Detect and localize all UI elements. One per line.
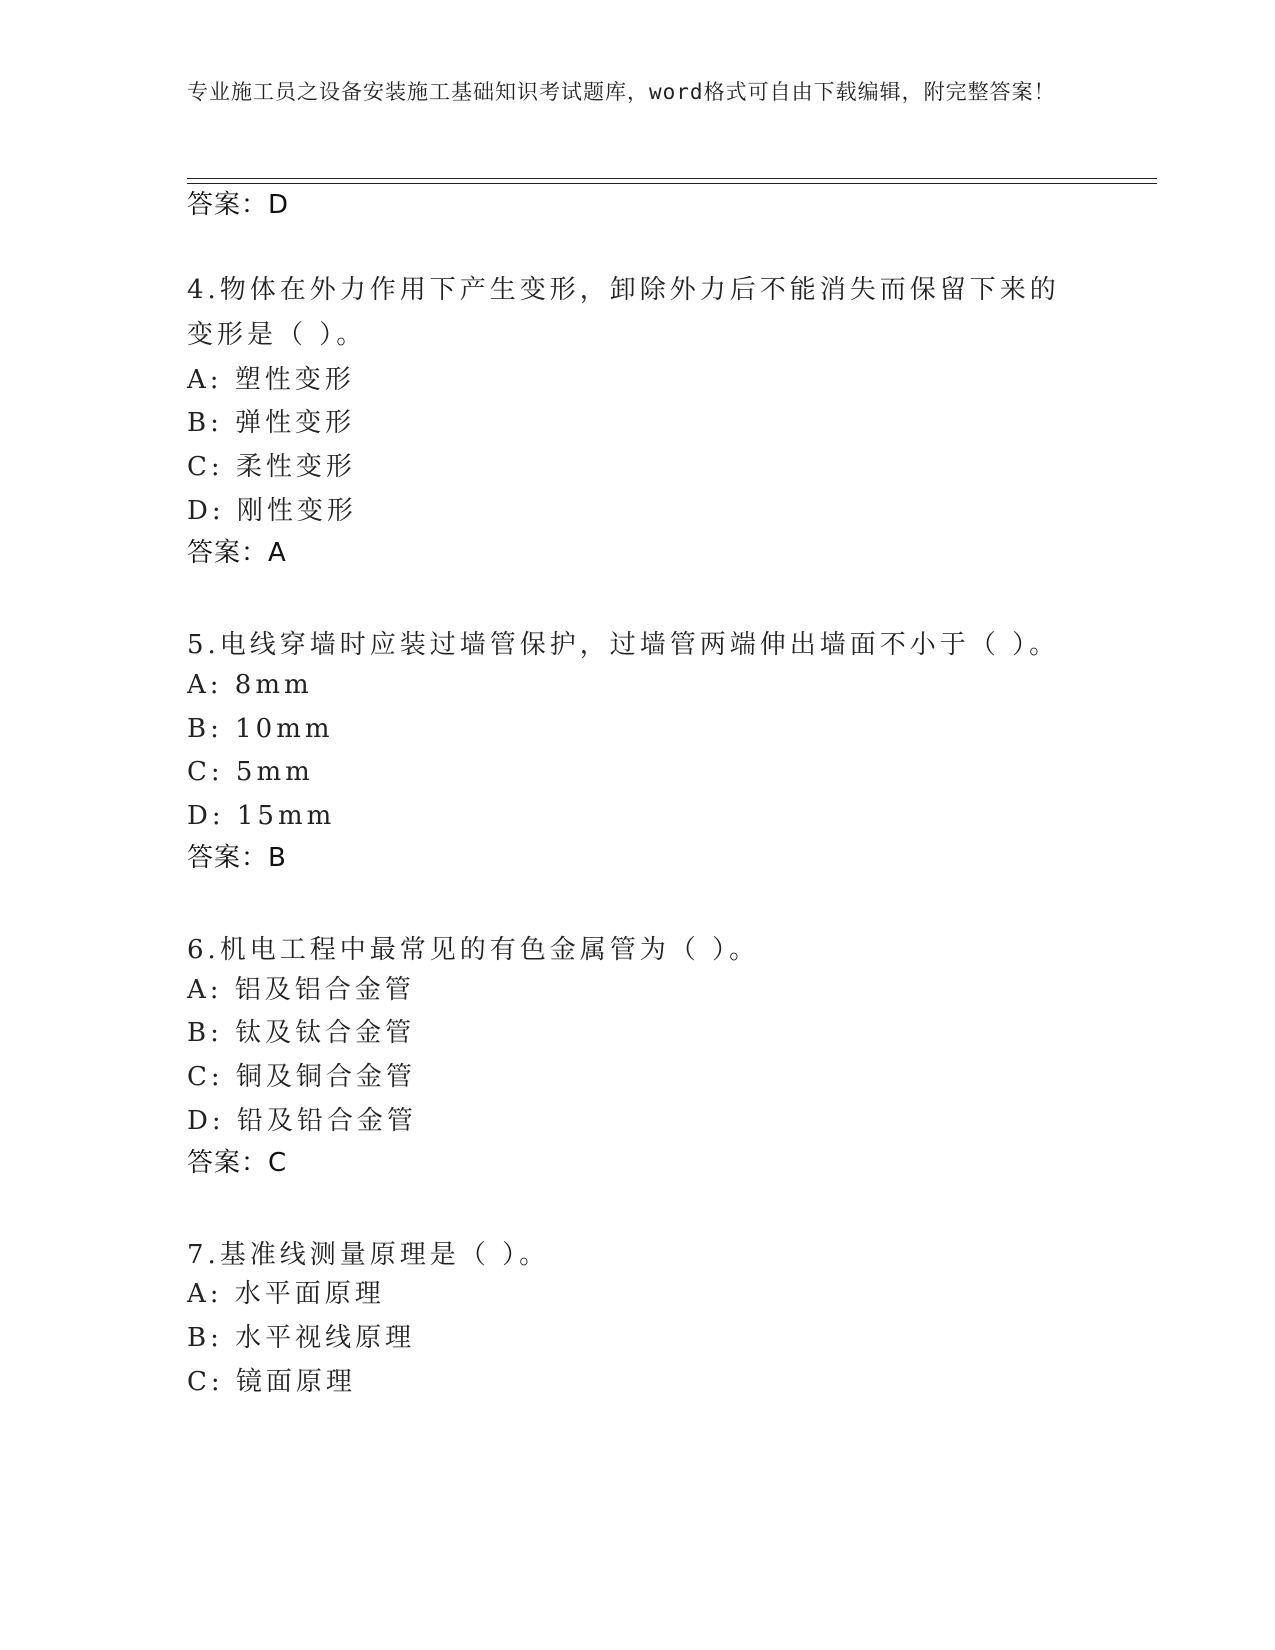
question-6-answer: 答案：C bbox=[187, 1148, 288, 1178]
question-4-option-d: D: 刚性变形 bbox=[187, 496, 357, 526]
header-divider-double bbox=[187, 183, 1157, 184]
question-5-option-a: A: 8mm bbox=[187, 670, 313, 700]
question-6-option-c: C: 铜及铜合金管 bbox=[187, 1062, 416, 1092]
question-4-text: 4.物体在外力作用下产生变形，卸除外力后不能消失而保留下来的变形是（ ）。 bbox=[187, 275, 1060, 350]
question-6-option-d: D: 铅及铅合金管 bbox=[187, 1106, 417, 1136]
question-7-text: 7.基准线测量原理是（ ）。 bbox=[187, 1240, 550, 1270]
answer-prev: 答案：D bbox=[187, 190, 290, 220]
question-4-option-b: B: 弹性变形 bbox=[187, 408, 356, 438]
question-4-option-c: C: 柔性变形 bbox=[187, 452, 356, 482]
question-5-option-d: D: 15mm bbox=[187, 801, 336, 831]
document-page bbox=[187, 0, 1157, 1650]
header-divider bbox=[187, 178, 1157, 179]
question-4-answer: 答案：A bbox=[187, 538, 287, 568]
question-5-answer: 答案：B bbox=[187, 843, 287, 873]
question-6-option-a: A: 铝及铝合金管 bbox=[187, 975, 415, 1005]
question-7-option-a: A: 水平面原理 bbox=[187, 1279, 385, 1309]
question-6-text: 6.机电工程中最常见的有色金属管为（ ）。 bbox=[187, 935, 760, 965]
document-header: 专业施工员之设备安装施工基础知识考试题库，word格式可自由下载编辑，附完整答案！ bbox=[187, 80, 1056, 104]
question-7-option-b: B: 水平视线原理 bbox=[187, 1323, 416, 1353]
question-5-option-b: B: 10mm bbox=[187, 714, 334, 744]
question-6-option-b: B: 钛及钛合金管 bbox=[187, 1018, 416, 1048]
question-5-option-c: C: 5mm bbox=[187, 757, 314, 787]
question-4-option-a: A: 塑性变形 bbox=[187, 365, 355, 395]
question-7-option-c: C: 镜面原理 bbox=[187, 1367, 356, 1397]
question-5-text: 5.电线穿墙时应装过墙管保护，过墙管两端伸出墙面不小于（ ）。 bbox=[187, 630, 1060, 660]
